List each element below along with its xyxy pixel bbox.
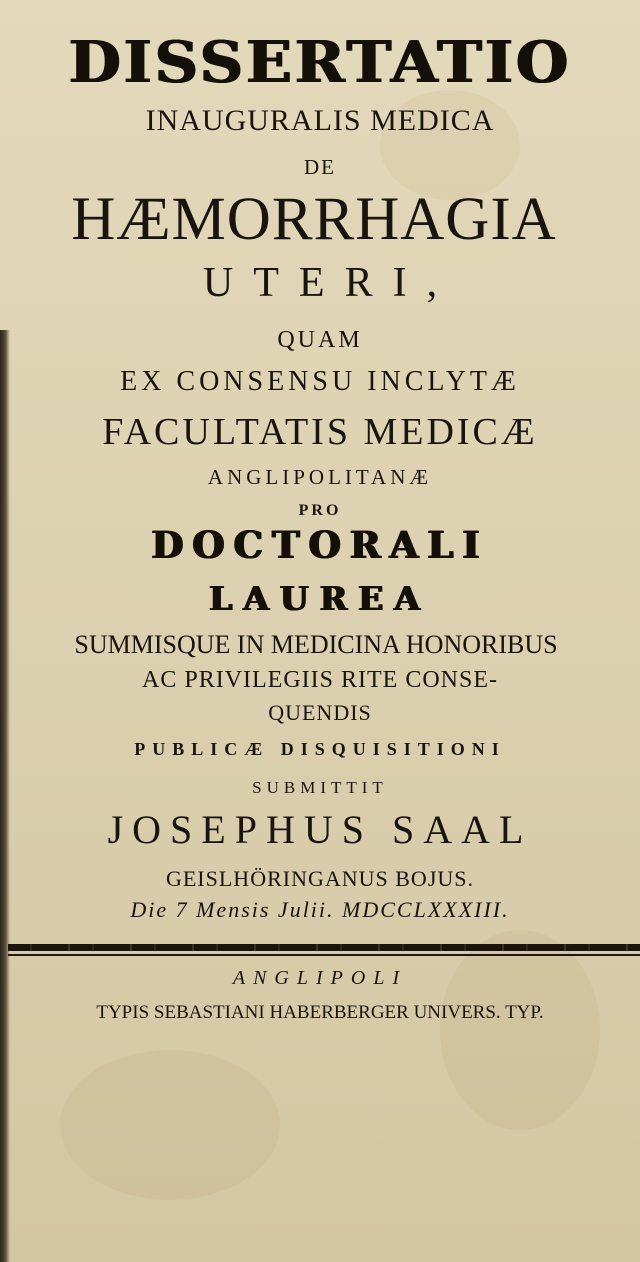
imprint-place: ANGLIPOLI — [232, 967, 408, 989]
privileges-line: AC PRIVILEGIIS RITE CONSE- — [142, 667, 498, 693]
paper-stain — [440, 930, 600, 1130]
printer-line: TYPIS SEBASTIANI HABERBERGER UNIVERS. TYP. — [96, 1002, 544, 1023]
subject-title-second-line: UTERI, — [202, 260, 458, 306]
honors-line: SUMMISQUE IN MEDICINA HONORIBUS — [74, 630, 558, 659]
dissertation-date: Die 7 Mensis Julii. MDCCLXXXIII. — [130, 897, 510, 922]
pro-word: PRO — [298, 502, 342, 519]
university-line: ANGLIPOLITANÆ — [207, 465, 433, 489]
consent-line: EX CONSENSU INCLYTÆ — [120, 366, 520, 397]
author-origin: GEISLHÖRINGANUS BOJUS. — [165, 866, 475, 891]
subject-title: HÆMORRHAGIA — [71, 186, 557, 253]
de-word: DE — [304, 155, 336, 179]
thin-rule — [8, 954, 640, 956]
quam-word: QUAM — [277, 327, 363, 353]
dissertation-title: DISSERTATIO — [68, 29, 572, 97]
degree-line: DOCTORALI — [151, 523, 489, 567]
thick-rule — [8, 944, 640, 951]
author-name: JOSEPHUS SAAL — [107, 807, 533, 852]
paper-stain — [60, 1050, 280, 1200]
submittit-line: SUBMITTIT — [252, 778, 388, 797]
quendis-line: QUENDIS — [268, 700, 372, 725]
faculty-line: FACULTATIS MEDICÆ — [102, 411, 538, 453]
laurea-line: LAUREA — [209, 579, 431, 618]
disquisition-line: PUBLICÆ DISQUISITIONI — [134, 739, 506, 759]
dissertation-subtitle: INAUGURALIS MEDICA — [145, 104, 495, 137]
